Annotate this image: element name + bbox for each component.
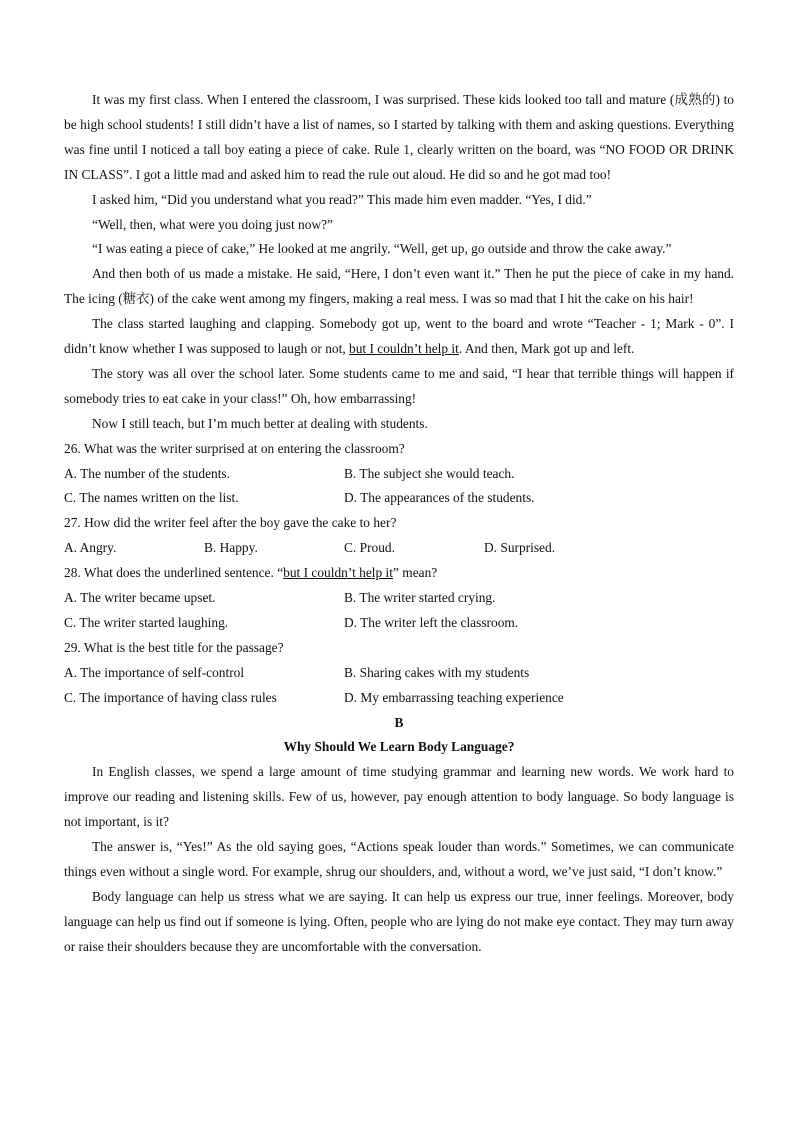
passage-b-paragraph-2: The answer is, “Yes!” As the old saying goes, “Actions speak louder than words.” Sometimes, we can communicate things even without a single word. For example, shrug our shoulders, and, without a word, we’ve just said, “I don’t know.”	[64, 839, 734, 879]
option: C. The names written on the list.	[64, 490, 239, 506]
passage-a-paragraph-8: Now I still teach, but I’m much better at dealing with students.	[92, 415, 428, 431]
passage-a-paragraph-7: The story was all over the school later. Some students came to me and said, “I hear that terrible things will happen if somebody tries to eat cake in your class!” Oh, how embarrassing!	[64, 365, 734, 406]
option: D. My embarrassing teaching experience	[344, 689, 564, 705]
passage-b-paragraph-3: Body language can help us stress what we are saying. It can help us express our true, inner feelings. Moreover, body language can help us find out if someone is lying. Often, people who are lying do not make eye contact. They may turn away or raise their shoulders because they are uncomfortable with the conversation.	[64, 888, 734, 954]
question-28-stem: 28. What does the underlined sentence. “but I couldn’t help it” mean?	[64, 565, 438, 581]
option: B. Happy.	[204, 540, 258, 556]
option: A. The writer became upset.	[64, 590, 216, 606]
question-27-options-row	[64, 536, 734, 561]
question-26-options-row-1	[64, 462, 734, 487]
section-b-label: B	[394, 714, 404, 730]
option: A. The importance of self-control	[64, 664, 245, 680]
question-28-options-row-2	[64, 611, 734, 636]
option: B. Sharing cakes with my students	[344, 664, 530, 680]
option: B. The subject she would teach.	[344, 465, 515, 481]
gloss-icing: 糖衣	[122, 291, 150, 307]
passage-a-paragraph-3: “Well, then, what were you doing just now?”	[92, 216, 334, 232]
question-29-options-row-1	[64, 661, 734, 686]
option: C. The importance of having class rules	[64, 689, 277, 705]
passage-a-paragraph-5: And then both of us made a mistake. He said, “Here, I don’t even want it.” Then he put the piece of cake in my hand. The icing (糖衣) of the cake went among my fingers, making a real mess. I was so mad that I hit the cake on his hair!	[64, 266, 734, 307]
question-29-options-row-2	[64, 686, 734, 711]
question-27-stem: 27. How did the writer feel after the boy gave the cake to her?	[64, 515, 397, 531]
option: B. The writer started crying.	[344, 590, 496, 606]
underlined-sentence: but I couldn’t help it	[349, 341, 459, 357]
gloss-mature: 成熟的	[674, 92, 716, 107]
option: C. The writer started laughing.	[64, 614, 229, 630]
option: A. Angry.	[64, 540, 117, 556]
passage-a-paragraph-6: The class started laughing and clapping. Somebody got up, went to the board and wrote “Teacher - 1; Mark - 0”. I didn’t know whether I was supposed to laugh or not, but I couldn’t help it. And then, Mark got up and left.	[64, 316, 734, 357]
question-28-options-row-1	[64, 586, 734, 611]
option: D. Surprised.	[484, 540, 556, 556]
question-26-options-row-2	[64, 486, 734, 511]
option: D. The writer left the classroom.	[344, 614, 519, 630]
option: D. The appearances of the students.	[344, 490, 535, 506]
question-28-underlined: but I couldn’t help it	[283, 565, 393, 581]
question-26-stem: 26. What was the writer surprised at on entering the classroom?	[64, 440, 405, 456]
passage-a-paragraph-2: I asked him, “Did you understand what you read?” This made him even madder. “Yes, I did.”	[92, 191, 592, 207]
passage-a-paragraph-4: “I was eating a piece of cake,” He looked at me angrily. “Well, get up, go outside and throw the cake away.”	[92, 241, 672, 257]
passage-b-paragraph-1: In English classes, we spend a large amount of time studying grammar and learning new words. We work hard to improve our reading and listening skills. Few of us, however, pay enough attention to body language. So body language is not important, is it?	[64, 764, 734, 830]
passage-a-paragraph-1: It was my first class. When I entered the classroom, I was surprised. These kids looked too tall and mature (成熟的) to be high school students! I still didn’t have a list of names, so I started by talking with them and asking questions. Everything was fine until I noticed a tall boy eating a piece of cake. Rule 1, clearly written on the board, was “NO FOOD OR DRINK IN CLASS”. I got a little mad and asked him to read the rule out aloud. He did so and he got mad too!	[64, 92, 735, 182]
exam-page	[64, 88, 734, 960]
question-29-stem: 29. What is the best title for the passage?	[64, 639, 284, 655]
passage-b-title: Why Should We Learn Body Language?	[283, 739, 515, 755]
option: A. The number of the students.	[64, 465, 230, 481]
option: C. Proud.	[344, 540, 395, 556]
